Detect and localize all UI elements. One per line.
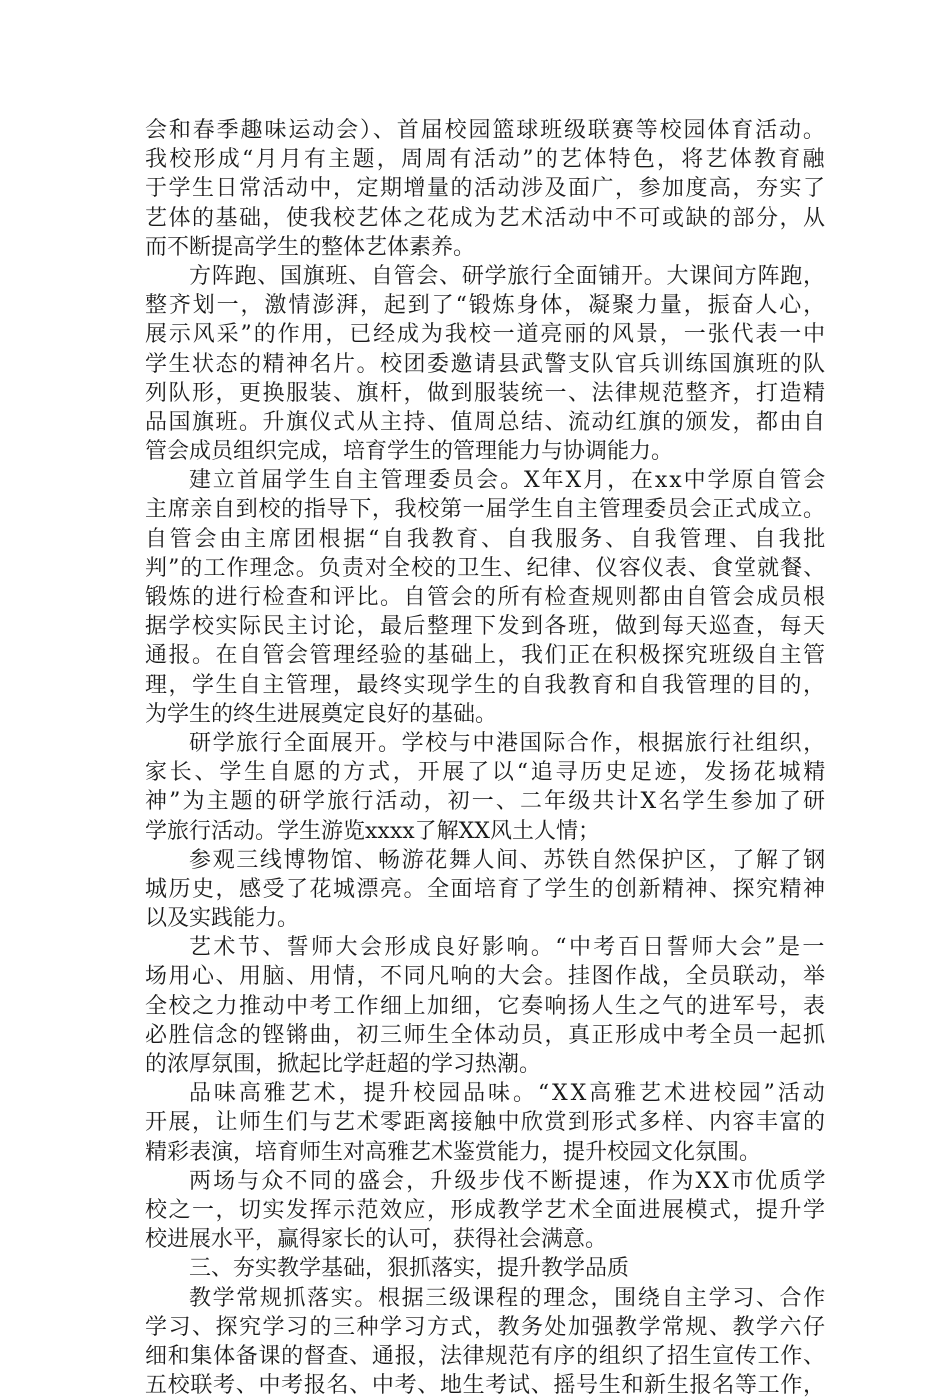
text-line: 以及实践能力。 [145,906,300,932]
text-line: 三、夯实教学基础，狠抓落实，提升教学品质 [189,1256,630,1282]
text-line: 理，学生自主管理，最终实现学生的自我教育和自我管理的目的， [145,672,827,698]
text-line: 锻炼的进行检查和评比。自管会的所有检查规则都由自管会成员根 [145,585,827,610]
text-line: 管会成员组织完成，培育学生的管理能力与协调能力。 [145,439,674,465]
text-line: 学习、探究学习的三种学习方式，教务处加强教学常规、教学六仔 [145,1314,827,1340]
text-line: 于学生日常活动中，定期增量的活动涉及面广，参加度高，夯实了 [145,176,827,202]
text-line: 的浓厚氛围，掀起比学赶超的学习热潮。 [145,1052,542,1077]
text-line: 学旅行活动。学生游览xxxx了解XX风土人情； [145,818,600,844]
text-line: 主席亲自到校的指导下，我校第一届学生自主管理委员会正式成立。 [145,497,826,523]
text-line: 会和春季趣味运动会）、首届校园篮球班级联赛等校园体育活动。 [145,118,827,143]
text-line: 城历史，感受了花城漂亮。全面培育了学生的创新精神、探究精神 [145,876,827,902]
text-line: 校之一，切实发挥示范效应，形成教学艺术全面进展模式，提升学 [145,1197,827,1223]
text-line: 必胜信念的铿锵曲，初三师生全体动员，真正形成中考全员一起抓 [145,1022,827,1048]
text-line: 参观三线博物馆、畅游花舞人间、苏铁自然保护区，了解了钢 [189,847,827,873]
text-line: 方阵跑、国旗班、自管会、研学旅行全面铺开。大课间方阵跑， [189,263,826,289]
text-line: 开展，让师生们与艺术零距离接触中欣赏到形式多样、内容丰富的 [145,1110,827,1136]
text-line: 艺术节、誓师大会形成良好影响。“中考百日誓师大会”是一 [189,935,827,961]
text-line: 据学校实际民主讨论，最后整理下发到各班，做到每天巡查，每天 [145,614,827,640]
text-line: 场用心、用脑、用情，不同凡响的大会。挂图作战，全员联动，举 [145,964,827,990]
text-line: 判”的工作理念。负责对全校的卫生、纪律、仪容仪表、食堂就餐、 [145,555,827,581]
body-text [145,116,829,1400]
text-line: 而不断提高学生的整体艺体素养。 [145,234,476,260]
text-line: 精彩表演，培育师生对高雅艺术鉴赏能力，提升校园文化氛围。 [145,1139,762,1165]
text-line: 神”为主题的研学旅行活动，初一、二年级共计X名学生参加了研 [145,789,828,815]
text-line: 两场与众不同的盛会，升级步伐不断提速，作为XX市优质学 [189,1168,828,1194]
text-line: 教学常规抓落实。根据三级课程的理念，围绕自主学习、合作 [189,1285,827,1311]
text-line: 细和集体备课的督查、通报，法律规范有序的组织了招生宣传工作、 [145,1343,826,1369]
text-line: 自管会由主席团根据“自我教育、自我服务、自我管理、自我批 [145,526,829,552]
text-line: 研学旅行全面展开。学校与中港国际合作，根据旅行社组织， [189,730,827,756]
text-line: 全校之力推动中考工作细上加细，它奏响扬人生之气的进军号，表 [145,993,827,1019]
text-line: 建立首届学生自主管理委员会。X年X月，在xx中学原自管会 [189,468,828,494]
text-line: 家长、学生自愿的方式，开展了以“追寻历史足迹，发扬花城精 [145,760,829,786]
text-line: 列队形，更换服装、旗杆，做到服装统一、法律规范整齐，打造精 [145,380,827,406]
text-line: 品味高雅艺术，提升校园品味。“XX高雅艺术进校园”活动 [189,1081,828,1107]
text-line: 整齐划一，激情澎湃，起到了“锻炼身体，凝聚力量，振奋人心， [145,293,828,319]
text-line: 艺体的基础，使我校艺体之花成为艺术活动中不可或缺的部分，从 [145,205,827,231]
text-line: 我校形成“月月有主题，周周有活动”的艺体特色，将艺体教育融 [145,147,827,173]
text-line: 通报。在自管会管理经验的基础上，我们正在积极探究班级自主管 [145,643,827,669]
text-line: 五校联考、中考报名、中考、地生考试、摇号生和新生报名等工作， [145,1373,826,1399]
text-line: 展示风采”的作用，已经成为我校一道亮丽的风景，一张代表一中 [145,322,828,348]
text-line: 学生状态的精神名片。校团委邀请县武警支队官兵训练国旗班的队 [145,351,827,377]
text-line: 校进展水平，赢得家长的认可，获得社会满意。 [145,1227,608,1253]
text-line: 为学生的终生进展奠定良好的基础。 [145,701,498,727]
text-line: 品国旗班。升旗仪式从主持、值周总结、流动红旗的颁发，都由自 [145,409,827,435]
